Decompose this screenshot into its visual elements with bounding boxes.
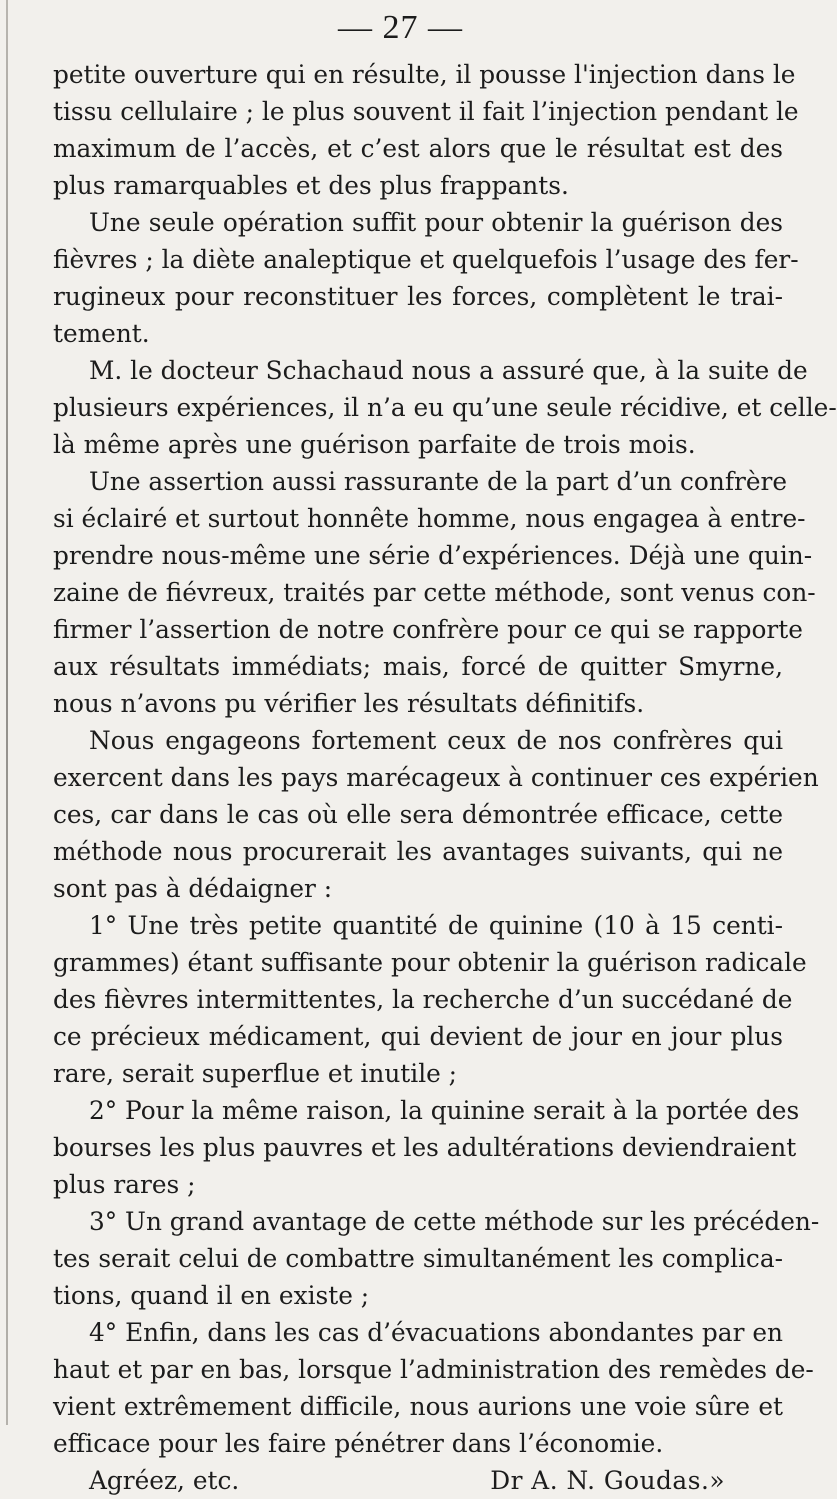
paragraph bbox=[53, 1203, 820, 1314]
text-line: rare, serait superflue et inutile ; bbox=[53, 1059, 458, 1088]
text-line: tions, quand il en existe ; bbox=[53, 1281, 370, 1310]
text-line: haut et par en bas, lorsque l’administration des remèdes de- bbox=[53, 1355, 814, 1384]
text-line: bourses les plus pauvres et les adultérations deviendraient bbox=[53, 1133, 797, 1162]
text-line: Une seule opération suffit pour obtenir la guérison des bbox=[89, 208, 783, 237]
body-text bbox=[53, 56, 837, 1499]
text-line: là même après une guérison parfaite de trois mois. bbox=[53, 430, 696, 459]
text-line: plus rares ; bbox=[53, 1170, 196, 1199]
text-line: tes serait celui de combattre simultanément les complica- bbox=[53, 1244, 783, 1273]
text-line: méthode nous procurerait les avantages suivants, qui ne bbox=[53, 837, 783, 866]
text-line: prendre nous-même une série d’expériences. Déjà une quin- bbox=[53, 541, 813, 570]
text-line: 1° Une très petite quantité de quinine (10 à 15 centi- bbox=[89, 911, 783, 940]
text-line: zaine de fiévreux, traités par cette méthode, sont venus con- bbox=[53, 578, 816, 607]
page-number: — 27 — bbox=[338, 9, 463, 46]
paragraph bbox=[53, 204, 799, 352]
text-line: fièvres ; la diète analeptique et quelquefois l’usage des fer- bbox=[53, 245, 799, 274]
text-line: tissu cellulaire ; le plus souvent il fait l’injection pendant le bbox=[53, 97, 799, 126]
signature: Dr A. N. Goudas.» bbox=[490, 1466, 725, 1495]
text-line: tement. bbox=[53, 319, 150, 348]
text-line: si éclairé et surtout honnête homme, nous engagea à entre- bbox=[53, 504, 806, 533]
paragraph bbox=[53, 352, 837, 463]
text-line: firmer l’assertion de notre confrère pour ce qui se rapporte bbox=[53, 615, 803, 644]
text-line: des fièvres intermittentes, la recherche d’un succédané de bbox=[53, 985, 793, 1014]
text-line: Nous engageons fortement ceux de nos confrères qui bbox=[89, 726, 783, 755]
text-line: plus ramarquables et des plus frappants. bbox=[53, 171, 569, 200]
text-line: 3° Un grand avantage de cette méthode sur les précéden- bbox=[89, 1207, 820, 1236]
text-line: petite ouverture qui en résulte, il pousse l'injection dans le bbox=[53, 60, 796, 89]
text-line: exercent dans les pays marécageux à continuer ces expérien bbox=[53, 763, 819, 792]
text-line: grammes) étant suffisante pour obtenir la guérison radicale bbox=[53, 948, 807, 977]
text-line: 2° Pour la même raison, la quinine serait à la portée des bbox=[89, 1096, 800, 1125]
text-line: efficace pour les faire pénétrer dans l’économie. bbox=[53, 1429, 664, 1458]
text-line: 4° Enfin, dans les cas d’évacuations abondantes par en bbox=[89, 1318, 783, 1347]
text-line: nous n’avons pu vérifier les résultats définitifs. bbox=[53, 689, 645, 718]
text-line: sont pas à dédaigner : bbox=[53, 874, 333, 903]
text-line: vient extrêmement difficile, nous aurions une voie sûre et bbox=[53, 1392, 783, 1421]
paragraph bbox=[53, 722, 819, 907]
text-line: ces, car dans le cas où elle sera démontrée efficace, cette bbox=[53, 800, 783, 829]
text-line: maximum de l’accès, et c’est alors que le résultat est des bbox=[53, 134, 783, 163]
text-line: aux résultats immédiats; mais, forcé de quitter Smyrne, bbox=[53, 652, 783, 681]
paragraph bbox=[53, 907, 807, 1092]
paragraph bbox=[53, 56, 799, 204]
paragraph bbox=[53, 463, 816, 722]
page-edge-shadow bbox=[6, 0, 8, 1425]
text-line: M. le docteur Schachaud nous a assuré que, à la suite de bbox=[89, 356, 808, 385]
paragraph bbox=[53, 1092, 800, 1203]
closing-line bbox=[53, 1462, 783, 1499]
text-line: rugineux pour reconstituer les forces, complètent le trai- bbox=[53, 282, 783, 311]
text-line: plusieurs expériences, il n’a eu qu’une seule récidive, et celle- bbox=[53, 393, 837, 422]
salutation: Agréez, etc. bbox=[89, 1466, 240, 1495]
text-line: ce précieux médicament, qui devient de jour en jour plus bbox=[53, 1022, 783, 1051]
text-line: Une assertion aussi rassurante de la part d’un confrère bbox=[89, 467, 788, 496]
paragraph bbox=[53, 1314, 814, 1462]
